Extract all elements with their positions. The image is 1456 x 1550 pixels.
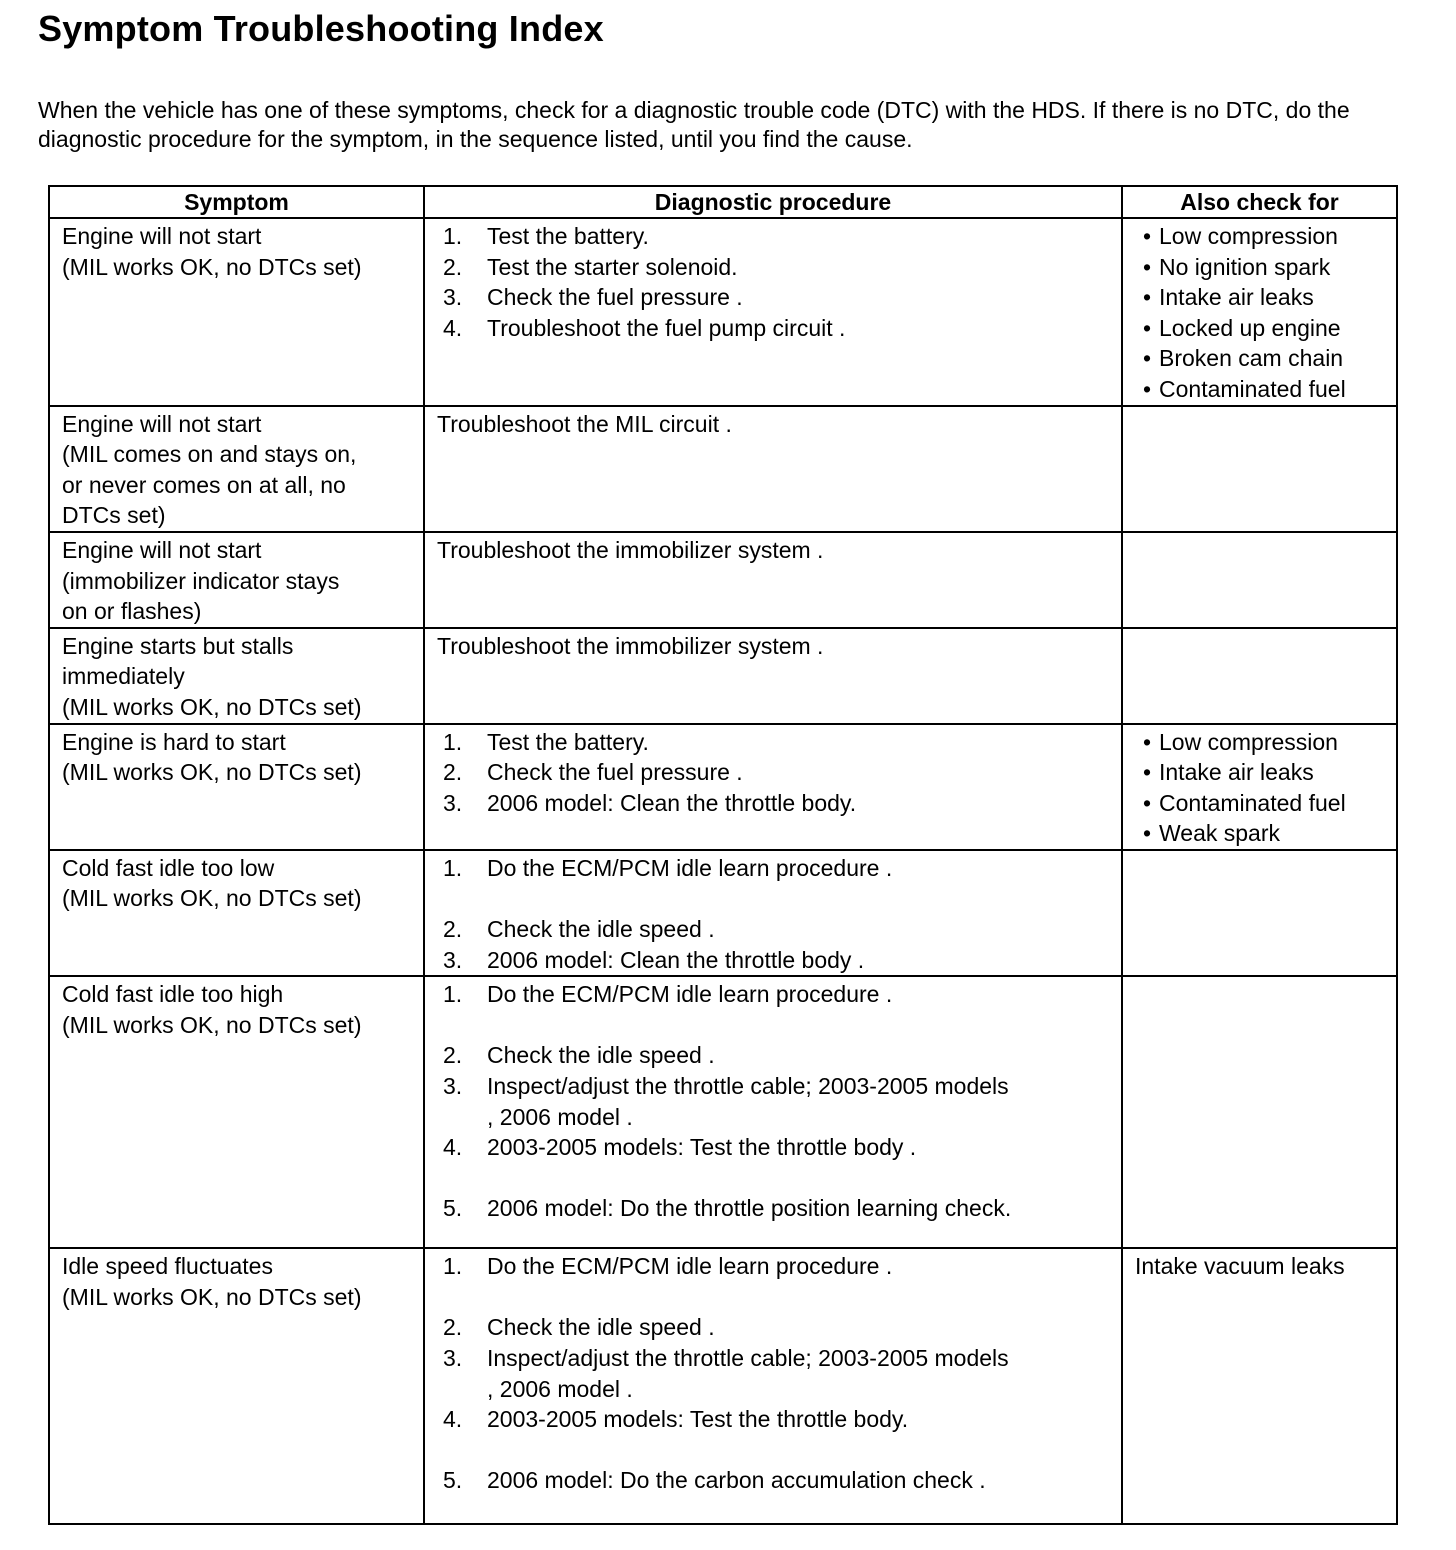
step-number: 5. (443, 1195, 463, 1222)
step-text: 2006 model: Do the carbon accumulation check . (487, 1467, 986, 1494)
step-number: 5. (443, 1467, 463, 1494)
table-row (49, 532, 1397, 628)
procedure-step (437, 1040, 1111, 1071)
intro-paragraph: When the vehicle has one of these symptoms, check for a diagnostic trouble code (DTC) with the HDS. If there is no DTC, do the diagnostic procedure for the symptom, in the sequence listed, until you find the cause. (38, 97, 1350, 152)
procedure-step (437, 979, 1111, 1010)
step-text: Troubleshoot the fuel pump circuit . (487, 314, 846, 341)
step-text: Check the idle speed . (487, 916, 715, 943)
procedure-step (437, 1132, 1111, 1163)
step-number: 4. (443, 1406, 463, 1433)
procedure-text: Troubleshoot the immobilizer system . (437, 632, 824, 659)
table-row (49, 406, 1397, 532)
table-row (49, 724, 1397, 850)
symptom-line: (MIL works OK, no DTCs set) (62, 693, 362, 720)
also-check-cell (1122, 724, 1397, 850)
procedure-text: Troubleshoot the immobilizer system . (437, 536, 824, 563)
check-item (1135, 818, 1386, 849)
symptom-line: (MIL works OK, no DTCs set) (62, 759, 362, 786)
header-symptom: Symptom (49, 186, 424, 218)
symptom-line: Engine is hard to start (62, 728, 286, 755)
step-text: 2006 model: Clean the throttle body . (487, 946, 865, 973)
procedure-step (437, 221, 1111, 252)
step-text: 2003-2005 models: Test the throttle body . (487, 1134, 917, 1161)
step-number: 4. (443, 1134, 463, 1161)
step-number: 1. (443, 223, 463, 249)
procedure-step (437, 788, 1111, 819)
check-text: Low compression (1159, 728, 1338, 755)
also-check-cell (1122, 218, 1397, 406)
symptom-cell (49, 850, 424, 976)
check-text: Intake vacuum leaks (1135, 1253, 1345, 1280)
procedure-step (437, 727, 1111, 758)
step-text: Check the fuel pressure . (487, 759, 743, 786)
symptom-line: DTCs set) (62, 502, 166, 529)
bullet-icon: • (1142, 223, 1152, 249)
procedure-step (437, 945, 1111, 976)
step-text: Test the battery. (487, 223, 649, 249)
step-text: Do the ECM/PCM idle learn procedure . (487, 981, 893, 1008)
check-item (1135, 757, 1386, 788)
step-number: 1. (443, 854, 463, 881)
header-diagnostic-procedure: Diagnostic procedure (424, 186, 1122, 218)
step-number: 3. (443, 1073, 463, 1100)
step-number: 3. (443, 789, 463, 816)
step-number: 2. (443, 1314, 463, 1341)
procedure-step (437, 1071, 1111, 1132)
table-row (49, 976, 1397, 1248)
symptom-line: Engine will not start (62, 536, 262, 563)
procedure-step (437, 1404, 1111, 1435)
symptom-line: (immobilizer indicator stays (62, 567, 340, 594)
symptom-cell (49, 628, 424, 724)
procedure-step (437, 282, 1111, 313)
procedure-step (437, 1251, 1111, 1282)
step-number: 2. (443, 253, 463, 280)
check-text: Contaminated fuel (1159, 789, 1346, 816)
table-row (49, 1248, 1397, 1524)
procedure-step (437, 252, 1111, 283)
symptom-line: Engine will not start (62, 410, 262, 437)
symptom-line: Cold fast idle too low (62, 854, 275, 881)
check-item (1135, 343, 1386, 374)
procedure-step (437, 757, 1111, 788)
step-text: Check the fuel pressure . (487, 284, 743, 311)
step-text: Do the ECM/PCM idle learn procedure . (487, 854, 893, 881)
check-text: No ignition spark (1159, 253, 1331, 280)
procedure-step (437, 1193, 1111, 1224)
procedure-step (437, 1312, 1111, 1343)
procedure-cell (424, 850, 1122, 976)
procedure-cell (424, 532, 1122, 628)
check-text: Low compression (1159, 223, 1338, 249)
step-number: 2. (443, 759, 463, 786)
symptom-line: Engine will not start (62, 223, 262, 249)
check-text: Intake air leaks (1159, 284, 1314, 311)
symptom-line: (MIL comes on and stays on, (62, 441, 357, 468)
check-item (1135, 727, 1386, 758)
step-number: 1. (443, 728, 463, 755)
check-text: Locked up engine (1159, 314, 1341, 341)
check-text: Weak spark (1159, 820, 1281, 847)
symptom-line: (MIL works OK, no DTCs set) (62, 1283, 362, 1310)
header-also-check-for: Also check for (1122, 186, 1397, 218)
symptom-line: (MIL works OK, no DTCs set) (62, 885, 362, 912)
bullet-icon: • (1142, 728, 1152, 755)
step-number: 3. (443, 946, 463, 973)
procedure-text: Troubleshoot the MIL circuit . (437, 410, 732, 437)
symptom-line: (MIL works OK, no DTCs set) (62, 1011, 362, 1038)
step-number: 3. (443, 284, 463, 311)
also-check-cell (1122, 532, 1397, 628)
also-check-cell (1122, 976, 1397, 1248)
table-row (49, 628, 1397, 724)
bullet-icon: • (1142, 253, 1152, 280)
check-item (1135, 374, 1386, 405)
step-text: Inspect/adjust the throttle cable; 2003-2005 models , 2006 model . (487, 1345, 1009, 1402)
bullet-icon: • (1142, 314, 1152, 341)
step-text: Check the idle speed . (487, 1314, 715, 1341)
step-text: 2003-2005 models: Test the throttle body. (487, 1406, 909, 1433)
step-text: Check the idle speed . (487, 1042, 715, 1069)
table-header-row (49, 186, 1397, 218)
symptom-cell (49, 218, 424, 406)
symptom-line: (MIL works OK, no DTCs set) (62, 253, 362, 280)
bullet-icon: • (1142, 345, 1152, 372)
check-item (1135, 252, 1386, 283)
symptom-cell (49, 724, 424, 850)
step-number: 2. (443, 1042, 463, 1069)
symptom-cell (49, 406, 424, 532)
check-item (1135, 788, 1386, 819)
check-text: Contaminated fuel (1159, 375, 1346, 402)
procedure-cell (424, 1248, 1122, 1524)
check-text: Intake air leaks (1159, 759, 1314, 786)
symptom-line: Cold fast idle too high (62, 981, 284, 1008)
symptom-line: Engine starts but stalls (62, 632, 294, 659)
symptom-cell (49, 532, 424, 628)
bullet-icon: • (1142, 759, 1152, 786)
symptom-table (48, 185, 1398, 1525)
check-text: Broken cam chain (1159, 345, 1344, 372)
procedure-cell (424, 976, 1122, 1248)
bullet-icon: • (1142, 820, 1152, 847)
step-text: Do the ECM/PCM idle learn procedure . (487, 1253, 893, 1280)
step-number: 3. (443, 1345, 463, 1372)
procedure-step (437, 1343, 1111, 1404)
symptom-line: on or flashes) (62, 598, 202, 625)
also-check-cell (1122, 406, 1397, 532)
procedure-cell (424, 406, 1122, 532)
step-number: 1. (443, 1253, 463, 1280)
procedure-cell (424, 628, 1122, 724)
check-item (1135, 313, 1386, 344)
step-number: 4. (443, 314, 463, 341)
procedure-step (437, 914, 1111, 945)
bullet-icon: • (1142, 789, 1152, 816)
symptom-line: immediately (62, 663, 185, 690)
procedure-step (437, 853, 1111, 884)
step-text: Test the starter solenoid. (487, 253, 738, 280)
page-title: Symptom Troubleshooting Index (38, 8, 604, 49)
symptom-cell (49, 1248, 424, 1524)
check-item (1135, 282, 1386, 313)
procedure-step (437, 1465, 1111, 1496)
table-row (49, 850, 1397, 976)
table-row (49, 218, 1397, 406)
also-check-cell (1122, 850, 1397, 976)
step-text: Test the battery. (487, 728, 649, 755)
step-text: 2006 model: Do the throttle position learning check. (487, 1195, 1012, 1222)
also-check-cell (1122, 628, 1397, 724)
check-item (1135, 221, 1386, 252)
procedure-cell (424, 724, 1122, 850)
step-text: 2006 model: Clean the throttle body. (487, 789, 857, 816)
symptom-line: or never comes on at all, no (62, 471, 346, 498)
step-number: 1. (443, 981, 463, 1008)
step-text: Inspect/adjust the throttle cable; 2003-2005 models , 2006 model . (487, 1073, 1009, 1130)
bullet-icon: • (1142, 284, 1152, 311)
also-check-cell (1122, 1248, 1397, 1524)
procedure-cell (424, 218, 1122, 406)
symptom-line: Idle speed fluctuates (62, 1253, 273, 1280)
symptom-cell (49, 976, 424, 1248)
bullet-icon: • (1142, 375, 1152, 402)
procedure-step (437, 313, 1111, 344)
step-number: 2. (443, 916, 463, 943)
